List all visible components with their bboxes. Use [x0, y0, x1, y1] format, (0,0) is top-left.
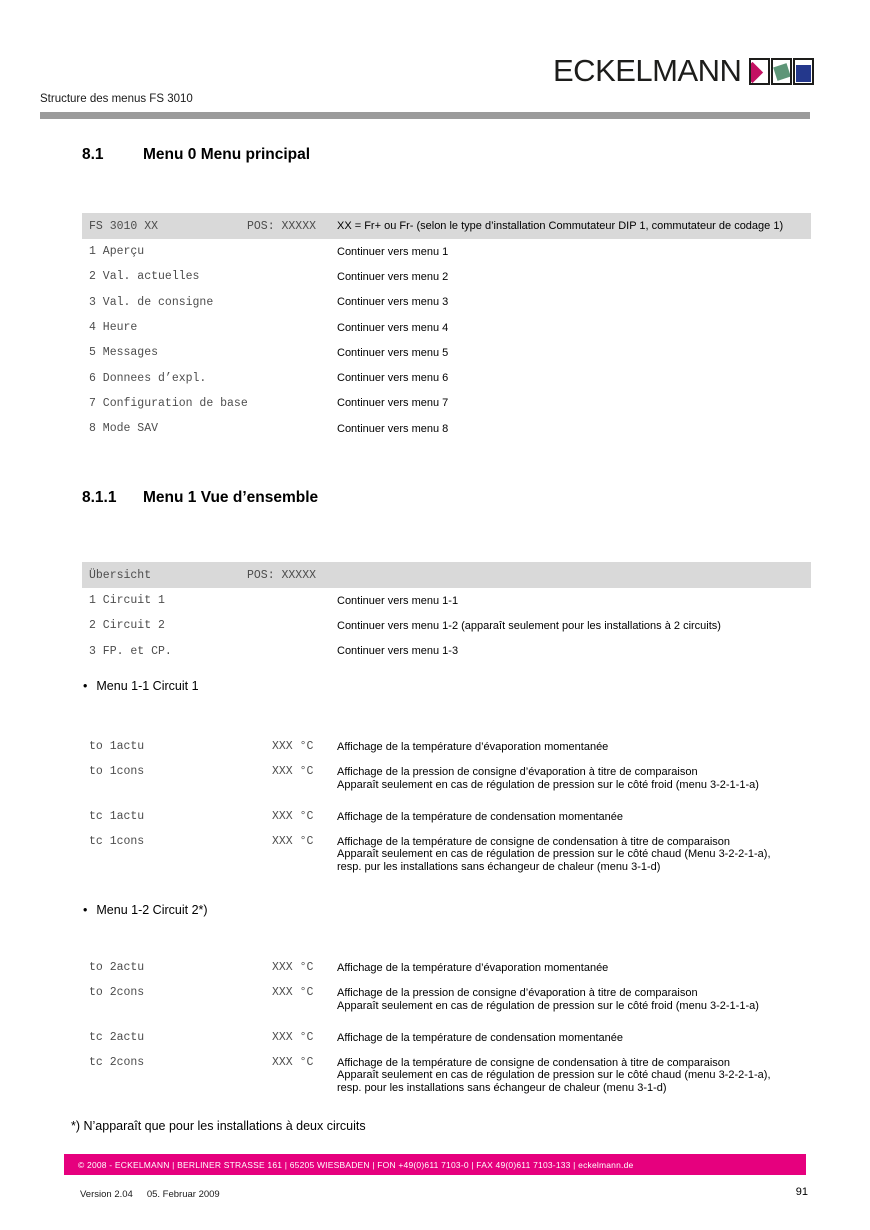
menu-item-desc: Continuer vers menu 3 [337, 296, 449, 309]
bullet-label: Menu 1-1 Circuit 1 [96, 679, 199, 693]
pos-field: POS: XXXXX [247, 568, 317, 582]
footnote: *) N’apparaît que pour les installations à deux circuits [71, 1119, 366, 1133]
logo-magenta-box [749, 58, 770, 85]
menu-item-desc: Continuer vers menu 5 [337, 346, 449, 359]
param-value: XXX °C [272, 809, 314, 823]
bullet-icon: • [83, 679, 88, 693]
desc-line: resp. pur les installations sans échangeur de chaleur (menu 3-1-d) [337, 860, 661, 873]
date-text: 05. Februar 2009 [146, 1189, 220, 1200]
section-heading-8-1 [82, 146, 310, 164]
magenta-diamond-icon [749, 61, 763, 82]
table-row [82, 340, 811, 365]
menu0-table-header [82, 213, 811, 239]
value-row [82, 1031, 857, 1056]
table-row [82, 264, 811, 289]
param-label: to 2cons [89, 986, 145, 999]
menu-1-2-value-table [82, 961, 857, 1094]
param-desc [337, 1032, 623, 1045]
value-row [82, 740, 857, 765]
logo-wordmark: ECKELMANN [553, 53, 742, 88]
param-value: XXX °C [272, 1030, 314, 1044]
param-label: to 1cons [89, 765, 145, 778]
breadcrumb: Structure des menus FS 3010 [40, 93, 193, 105]
menu-item-label: 1 Circuit 1 [89, 594, 165, 608]
green-square-icon [774, 63, 792, 81]
logo-squares-icon [748, 58, 814, 85]
value-row [82, 765, 857, 810]
header-note: XX = Fr+ ou Fr- (selon le type d’installation Commutateur DIP 1, commutateur de codage 1) [337, 220, 784, 232]
desc-line: Affichage de la température de consigne de condensation à titre de comparaison [337, 1056, 730, 1069]
table-row [82, 416, 811, 441]
page-number: 91 [795, 1186, 808, 1198]
desc-line: Affichage de la température de condensation momentanée [337, 810, 623, 823]
footer-copyright-bar [64, 1154, 806, 1175]
logo-green-box [771, 58, 792, 85]
section-number: 8.1 [82, 146, 104, 163]
menu-1-1-value-table [82, 740, 857, 873]
value-row [82, 961, 857, 986]
desc-line: Apparaît seulement en cas de régulation de pression sur le côté froid (menu 3-2-1-1-a) [337, 999, 759, 1012]
logo-blue-box [793, 58, 814, 85]
param-desc [337, 836, 771, 874]
version-line [80, 1189, 220, 1200]
screen-title: FS 3010 XX [89, 219, 159, 233]
screen-title: Übersicht [89, 568, 152, 582]
bullet-menu-1-2 [83, 903, 208, 917]
section-heading-8-1-1 [82, 489, 318, 507]
section-title: Menu 0 Menu principal [143, 146, 311, 163]
menu-item-label: 2 Circuit 2 [89, 619, 165, 633]
menu-item-label: 7 Configuration de base [89, 396, 248, 410]
menu-item-label: 2 Val. actuelles [89, 270, 200, 284]
table-row [82, 239, 811, 264]
desc-line: Affichage de la température d’évaporation momentanée [337, 962, 609, 974]
value-row [82, 986, 857, 1031]
param-desc [337, 741, 608, 754]
pos-field: POS: XXXXX [247, 219, 317, 233]
menu-item-label: 4 Heure [89, 321, 138, 335]
param-desc [337, 766, 759, 791]
menu-item-label: 3 FP. et CP. [89, 644, 172, 658]
menu-item-desc: Continuer vers menu 8 [337, 422, 449, 435]
bullet-icon: • [83, 903, 88, 917]
table-row [82, 613, 811, 638]
param-desc [337, 1057, 771, 1095]
menu1-table [82, 562, 811, 664]
param-value: XXX °C [272, 986, 314, 999]
blue-square-icon [796, 65, 811, 82]
menu-item-label: 1 Aperçu [89, 245, 145, 259]
desc-line: Affichage de la pression de consigne d’évaporation à titre de comparaison [337, 987, 698, 999]
desc-line: Affichage de la température de condensation momentanée [337, 1031, 623, 1044]
param-desc [337, 811, 623, 824]
menu-item-desc: Continuer vers menu 6 [337, 372, 449, 385]
desc-line: Affichage de la température d’évaporation momentanée [337, 741, 609, 753]
desc-line: Affichage de la pression de consigne d’évaporation à titre de comparaison [337, 766, 698, 778]
bullet-menu-1-1 [83, 679, 199, 693]
bullet-label: Menu 1-2 Circuit 2*) [96, 903, 208, 917]
menu-item-label: 3 Val. de consigne [89, 295, 214, 309]
eckelmann-logo [553, 54, 814, 88]
section-title: Menu 1 Vue d’ensemble [143, 489, 319, 506]
table-row [82, 365, 811, 390]
table-row [82, 639, 811, 664]
copyright-text: © 2008 - ECKELMANN | BERLINER STRASSE 161 | 65205 WIESBADEN | FON +49(0)611 7103-0 | FAX 49(0)611 7103-133 | eckelmann.de [78, 1159, 634, 1170]
desc-line: Apparaît seulement en cas de régulation de pression sur le côté chaud (menu 3-2-2-1-a), [337, 1069, 771, 1082]
menu-item-label: 5 Messages [89, 346, 159, 360]
menu-item-desc: Continuer vers menu 4 [337, 321, 449, 334]
table-row [82, 290, 811, 315]
header-rule [40, 112, 810, 119]
param-label: to 2actu [89, 961, 145, 974]
param-value: XXX °C [272, 765, 314, 778]
param-value: XXX °C [272, 834, 314, 848]
version-text: Version 2.04 [80, 1189, 133, 1200]
menu-item-desc: Continuer vers menu 1-3 [337, 645, 459, 658]
param-label: to 1actu [89, 740, 145, 753]
param-label: tc 1actu [89, 809, 145, 823]
desc-line: Affichage de la température de consigne de condensation à titre de comparaison [337, 835, 730, 848]
table-row [82, 588, 811, 613]
menu-item-label: 6 Donnees d’expl. [89, 371, 207, 385]
table-row [82, 315, 811, 340]
menu-item-desc: Continuer vers menu 1-2 (apparaît seulement pour les installations à 2 circuits) [337, 619, 721, 632]
menu0-table [82, 213, 811, 441]
param-value: XXX °C [272, 961, 314, 974]
menu-item-desc: Continuer vers menu 1 [337, 245, 449, 258]
section-number: 8.1.1 [82, 489, 117, 506]
menu-item-label: 8 Mode SAV [89, 422, 159, 436]
param-value: XXX °C [272, 1055, 314, 1069]
param-label: tc 1cons [89, 834, 145, 848]
param-desc [337, 987, 759, 1012]
table-row [82, 391, 811, 416]
desc-line: Apparaît seulement en cas de régulation de pression sur le côté froid (menu 3-2-1-1-a) [337, 778, 759, 791]
desc-line: resp. pour les installations sans échangeur de chaleur (menu 3-1-d) [337, 1081, 667, 1094]
desc-line: Apparaît seulement en cas de régulation de pression sur le côté chaud (Menu 3-2-2-1-a), [337, 848, 771, 861]
param-desc [337, 962, 608, 975]
menu1-table-header [82, 562, 811, 588]
param-label: tc 2cons [89, 1055, 145, 1069]
menu-item-desc: Continuer vers menu 1-1 [337, 594, 459, 607]
menu-item-desc: Continuer vers menu 7 [337, 397, 449, 410]
menu-item-desc: Continuer vers menu 2 [337, 270, 449, 283]
value-row [82, 810, 857, 835]
param-label: tc 2actu [89, 1030, 145, 1044]
param-value: XXX °C [272, 740, 314, 753]
